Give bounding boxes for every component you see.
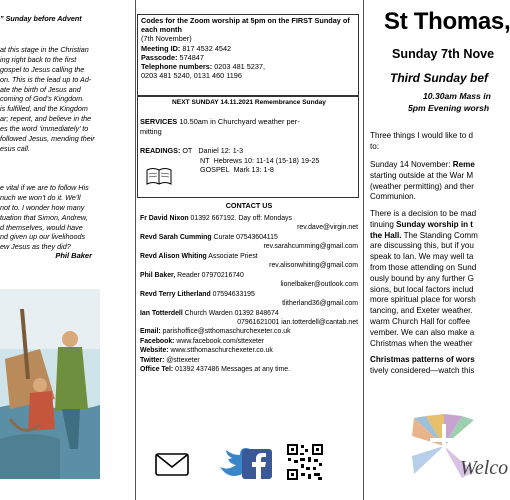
text-line	[370, 328, 478, 339]
text-line	[370, 231, 478, 242]
ot-reading: Daniel 12: 1-3	[198, 146, 244, 155]
next-sunday-heading: NEXT SUNDAY 14.11.2021 Remembrance Sunday	[172, 99, 326, 106]
text-line: followed Jesus, mending their	[0, 134, 95, 144]
text-line: to:	[370, 141, 379, 151]
plain-text: are discussing this, but if you	[370, 241, 474, 251]
contact-name: Office Tel:	[140, 366, 174, 374]
contact-row: rev.alisonwhiting@gmail.com	[269, 262, 358, 270]
contact-row	[140, 327, 358, 336]
text-line: es the word ‘immediately’ to	[0, 124, 89, 134]
text-line	[370, 339, 478, 350]
contact-name: Ian Totterdell	[140, 309, 183, 317]
plain-text: ously bound by any further G	[370, 273, 474, 283]
contact-row	[140, 346, 358, 355]
plain-text: speak to Ian. We may well ta	[370, 252, 474, 262]
contact-name: Revd Terry Litherland	[140, 290, 211, 298]
contact-detail: Church Warden 01392 848674	[184, 309, 279, 317]
contact-detail: Curate 07543604115	[213, 233, 278, 241]
contact-detail: www.stthomaschurchexeter.co.uk	[170, 347, 273, 355]
contact-name: Twitter:	[140, 356, 165, 364]
plain-text: tinuing	[370, 219, 397, 229]
text-line: e vital if we are to follow His	[0, 183, 89, 192]
left-column	[0, 0, 134, 500]
phone-numbers-1: 0203 481 5237,	[214, 62, 265, 72]
gospel-reading: Mark 13: 1-8	[233, 165, 274, 175]
text-line: (weather permitting) and ther	[370, 181, 474, 191]
text-line	[370, 252, 478, 263]
readings	[140, 146, 358, 175]
text-line: not to. I wonder how many	[0, 202, 85, 212]
date-line: Sunday 7th Nove	[392, 47, 495, 61]
text-line: esus call.	[0, 143, 30, 153]
ot-label: OT	[182, 146, 193, 155]
contact-row	[140, 337, 358, 346]
text-line: d themselves, would have	[0, 222, 83, 232]
contact-row	[140, 233, 358, 242]
contact-row	[140, 214, 358, 223]
contact-detail: Reader 07970216740	[177, 271, 244, 279]
phone-numbers-2: 0203 481 5240, 0131 460 1196	[141, 71, 242, 81]
contact-name: Facebook:	[140, 337, 175, 345]
contact-name: Website:	[140, 347, 169, 355]
bold-text: the Hall.	[370, 230, 402, 240]
readings-label: READINGS:	[140, 146, 181, 155]
text-line	[370, 295, 478, 306]
middle-column	[136, 0, 362, 500]
plain-text: more spiritual place for worsh	[370, 295, 476, 305]
reflection-paragraph-2	[0, 183, 89, 252]
body4-text: tively considered—watch this	[370, 365, 475, 375]
contact-detail: 07594633195	[212, 290, 255, 298]
welcome-text: Welco	[460, 457, 509, 479]
reflection-paragraph-1	[0, 45, 95, 154]
text-line: ew Jesus as they did?	[0, 242, 71, 252]
contacts-title: CONTACT US	[225, 201, 273, 210]
text-line: gospel to Jesus calling the	[0, 64, 85, 74]
contact-name: Phil Baker,	[140, 271, 176, 279]
text-line	[370, 241, 478, 252]
text-line: ar; repent, and believe in the	[0, 114, 92, 124]
evening-line: 5pm Evening worsh	[408, 103, 490, 113]
nt-reading: Hebrews 10: 11-14 (15-18) 19-25	[213, 155, 320, 165]
contact-name: Revd Alison Whiting	[140, 252, 207, 260]
contact-detail: parishoffice@stthomaschurchexeter.co.uk	[162, 328, 291, 336]
contact-row	[140, 271, 358, 280]
contact-detail: 01392 437486 Messages at any time.	[175, 366, 291, 374]
contact-detail: @sttexeter	[166, 356, 200, 364]
contact-row	[140, 309, 358, 318]
plain-text: tancing, and Exeter weather.	[370, 306, 473, 316]
body-paragraph-1	[370, 131, 473, 153]
text-line: nd given up our livelihoods	[0, 232, 86, 242]
contact-row: rev.dave@virgin.net	[297, 224, 358, 232]
qr-code-icon[interactable]	[286, 443, 324, 481]
contact-icons	[136, 447, 362, 487]
text-line: ing right back to the first	[0, 54, 77, 64]
mass-line: 10.30am Mass in	[423, 91, 491, 101]
text-line	[370, 220, 478, 231]
fishermen-illustration	[0, 289, 100, 479]
body2-lead: Sunday 14 November:	[370, 160, 453, 169]
contact-name: Revd Sarah Cumming	[140, 233, 212, 241]
services-text: 10.50am in Churchyard weather per-	[179, 117, 300, 126]
email-icon[interactable]	[154, 450, 190, 478]
text-line	[370, 274, 478, 285]
contact-row	[140, 365, 358, 374]
week-line: Third Sunday bef	[390, 71, 489, 85]
contact-row: lionelbaker@outlook.com	[280, 281, 358, 289]
passcode-label: Passcode:	[141, 52, 180, 62]
body-paragraph-3	[370, 209, 478, 349]
text-line: coming of God’s Kingdom.	[0, 94, 85, 104]
text-line: tuation that Simon, Andrew,	[0, 212, 88, 222]
zoom-heading: Codes for the Zoom worship at 5pm on the FIRST Sunday of each month	[141, 16, 350, 35]
text-line: starting outside at the War M	[370, 170, 474, 180]
text-line: on. This is the lead up to Ad-	[0, 74, 92, 84]
text-line: Three things I would like to d	[370, 131, 474, 140]
left-heading: ” Sunday before Advent	[0, 14, 82, 23]
contact-row: tlitherland36@gmail.com	[282, 300, 358, 308]
bold-text: Sunday worship in t	[396, 219, 474, 229]
meeting-id-label: Meeting ID:	[141, 43, 183, 53]
body2-lines	[370, 170, 475, 202]
contact-row	[140, 252, 358, 261]
church-title: St Thomas,	[384, 8, 510, 35]
plain-text: sions, but local factors includ	[370, 284, 474, 294]
body-paragraph-4	[370, 355, 475, 377]
text-line: Communion.	[370, 192, 416, 202]
right-column	[364, 0, 510, 500]
text-line: ate the birth of Jesus and	[0, 84, 81, 94]
plain-text: Christmas when the weather	[370, 338, 473, 348]
contacts-list	[140, 214, 358, 375]
signature: Phil Baker	[55, 251, 92, 260]
contact-name: Fr David Nixon	[140, 215, 189, 222]
text-line	[370, 263, 478, 274]
text-line	[370, 306, 478, 317]
body4-bold: Christmas patterns of wors	[370, 355, 475, 364]
contact-row	[140, 356, 358, 365]
gospel-label: GOSPEL	[200, 165, 230, 175]
plain-text: The Standing Comm	[401, 230, 478, 240]
text-line: at this stage in the Christian	[0, 45, 89, 54]
body-paragraph-2	[370, 160, 475, 202]
phone-label: Telephone numbers:	[141, 62, 215, 72]
text-line	[370, 209, 478, 220]
services	[140, 117, 358, 136]
text-line: nuch we won’t do it. We’ll	[0, 192, 81, 202]
services-label: SERVICES	[140, 117, 178, 126]
text-line	[370, 317, 478, 328]
zoom-box	[137, 14, 359, 96]
contact-row	[140, 290, 358, 299]
contact-name: Email:	[140, 328, 161, 336]
plain-text: There is a decision to be mad	[370, 209, 477, 218]
passcode: 574847	[179, 52, 204, 62]
plain-text: from those attending on Sund	[370, 262, 477, 272]
book-icon	[146, 166, 172, 186]
body2-bold: Reme	[452, 160, 475, 169]
meeting-id: 817 4532 4542	[182, 43, 232, 53]
contact-row: 07961621001 ian.totterdell@cantab.net	[237, 318, 358, 326]
contact-detail: Associate Priest	[208, 252, 258, 260]
facebook-icon[interactable]	[242, 449, 272, 479]
plain-text: vember. We can also make a	[370, 327, 475, 337]
contact-detail: www.facebook.com/sttexeter	[176, 337, 265, 345]
zoom-date: (7th November)	[141, 34, 192, 44]
plain-text: warm Church Hall for coffee	[370, 316, 471, 326]
contact-row: rev.sarahcumming@gmail.com	[263, 243, 358, 251]
text-line	[370, 285, 478, 296]
nt-label: NT	[200, 155, 210, 165]
text-line: is fulfilled, and the Kingdom	[0, 104, 88, 114]
services-text-2: mitting	[140, 126, 162, 136]
contact-detail: 01392 667192. Day off: Mondays	[190, 215, 292, 222]
welcome-graphic	[414, 414, 509, 484]
